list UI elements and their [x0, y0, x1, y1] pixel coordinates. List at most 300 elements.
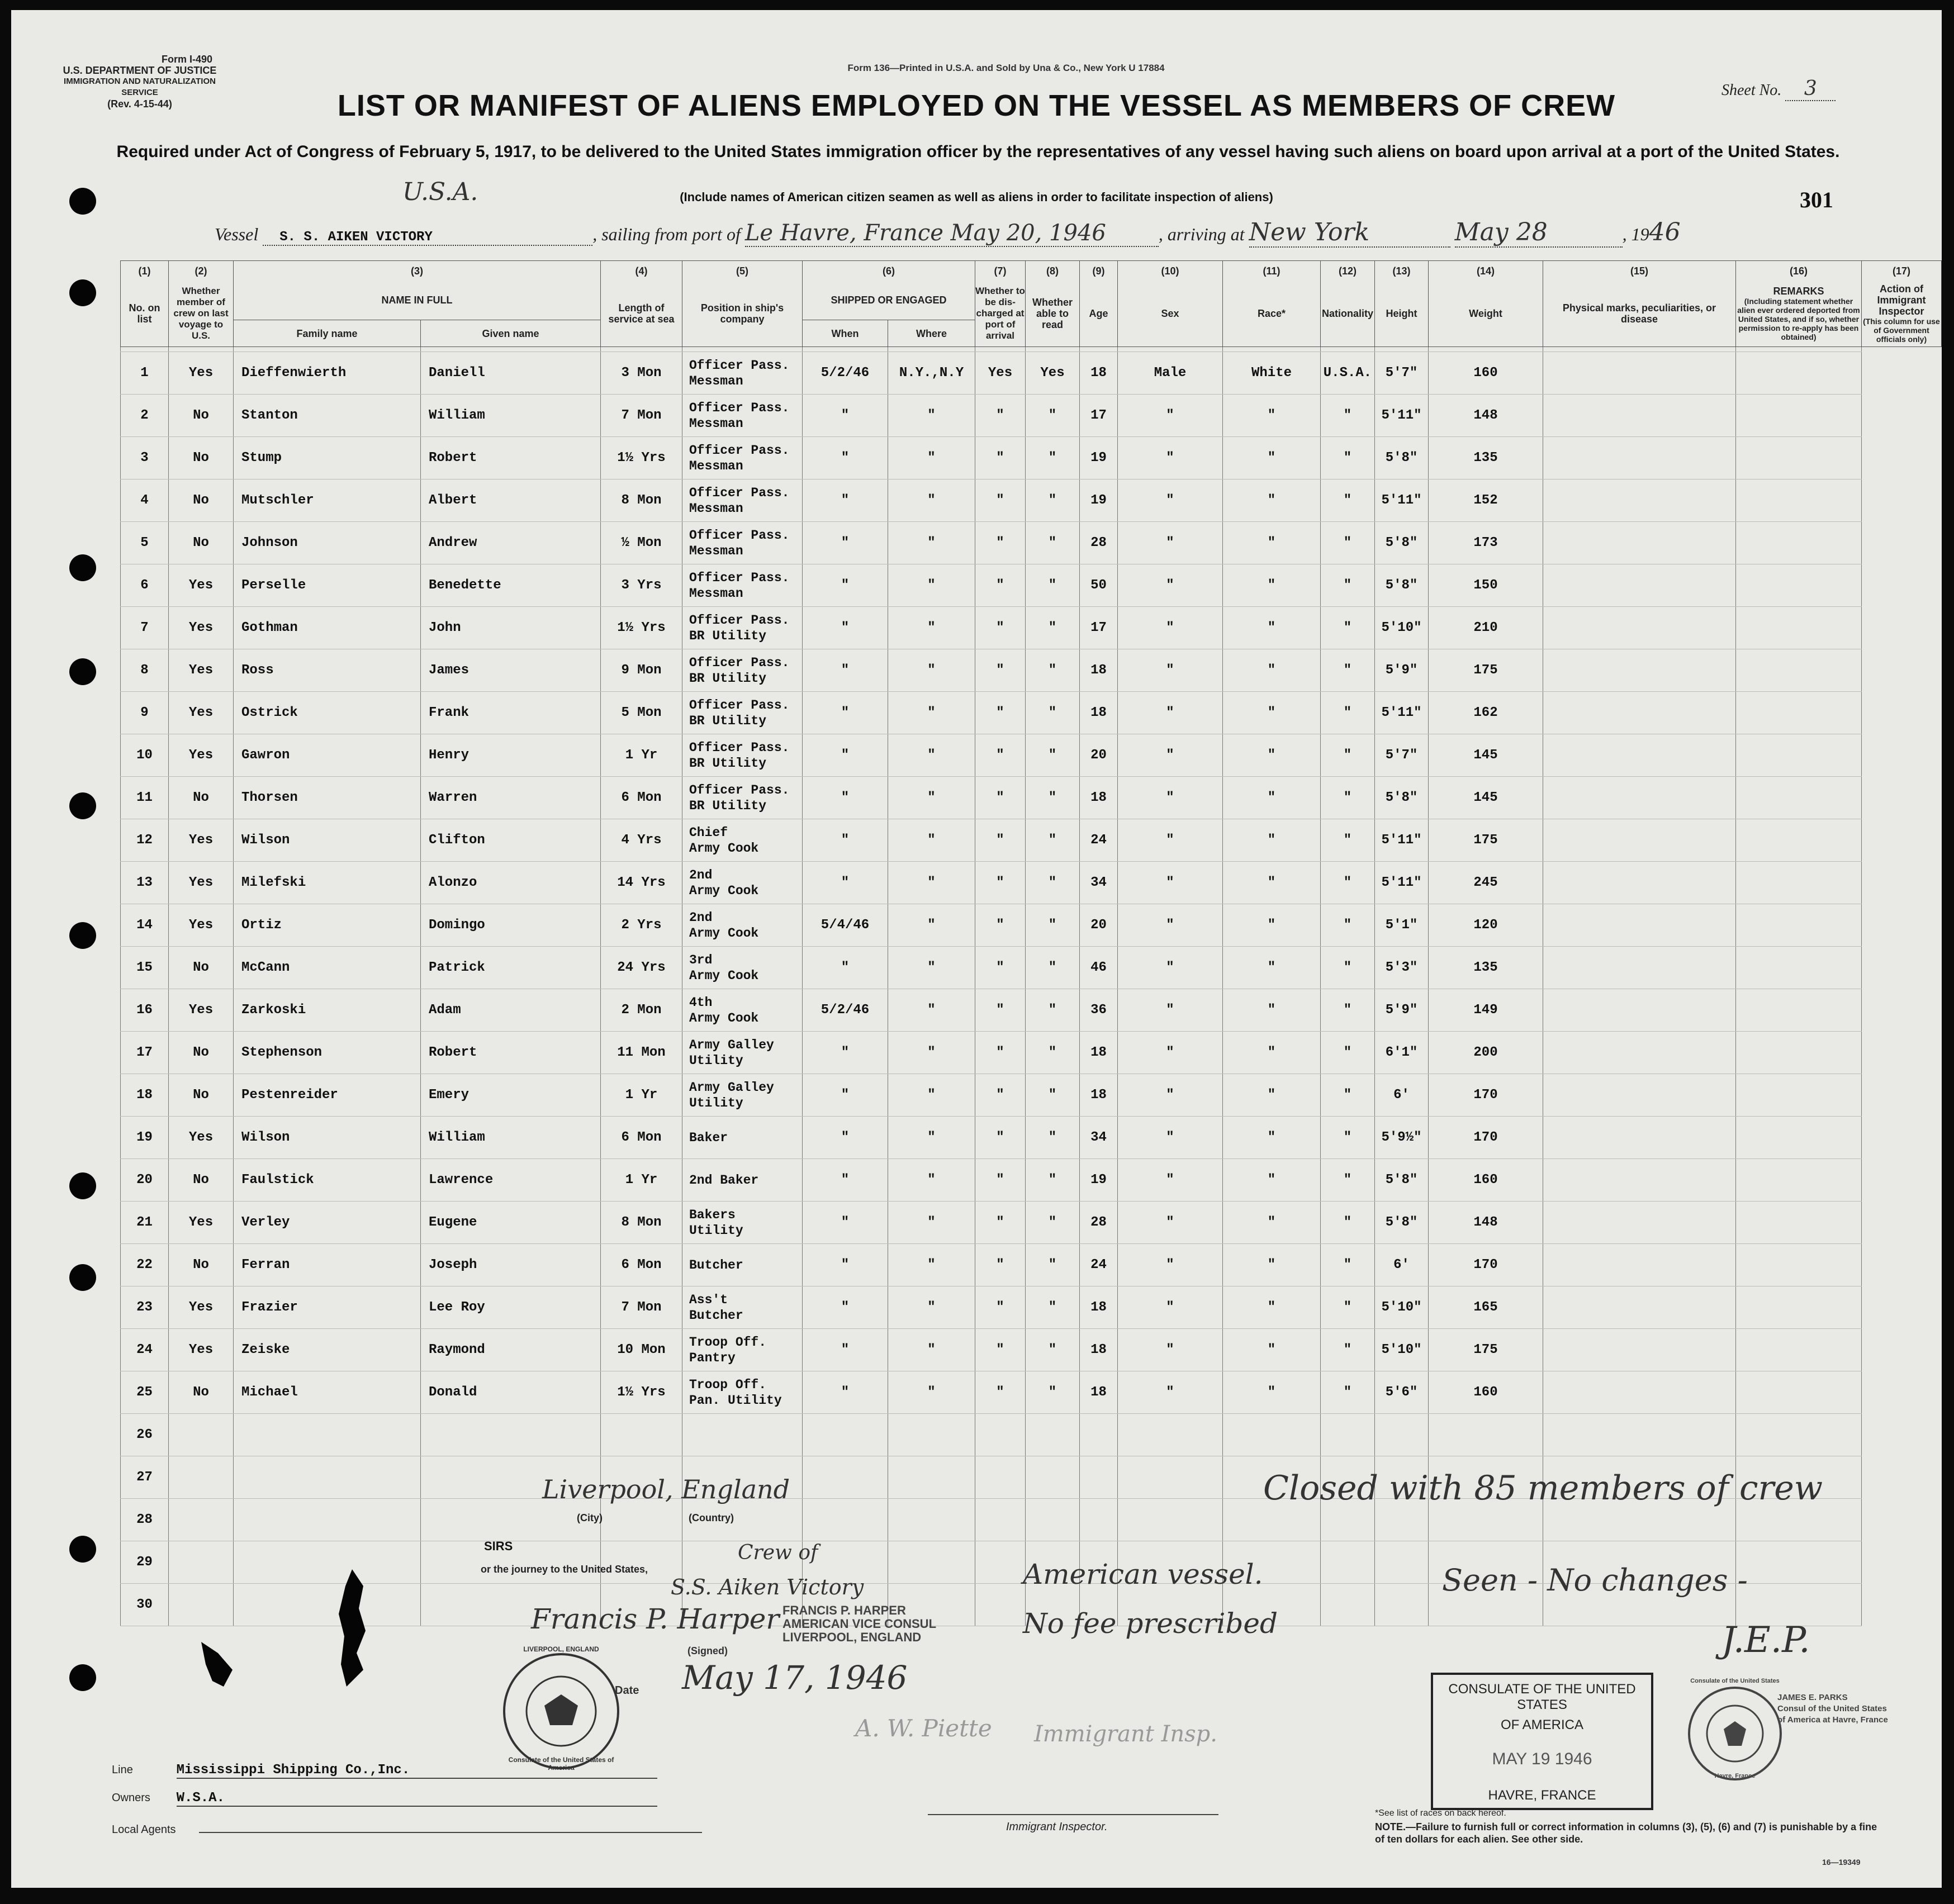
remarks-cell	[1736, 395, 1862, 437]
position-cell	[682, 862, 803, 904]
row-number-cell: 10	[121, 734, 169, 777]
empty-cell	[1429, 1414, 1543, 1456]
shipped-where-cell: "	[888, 989, 975, 1032]
consul-right-block	[1777, 1692, 1888, 1726]
able-to-read-cell: "	[1026, 862, 1080, 904]
nationality-cell: "	[1321, 1244, 1375, 1286]
page-title: LIST OR MANIFEST OF ALIENS EMPLOYED ON THE VESSEL AS MEMBERS OF CREW	[337, 89, 1616, 122]
empty-cell	[1321, 1584, 1375, 1626]
position-cell	[682, 1244, 803, 1286]
service-length-cell: 1 Yr	[601, 1074, 682, 1117]
physical-marks-cell	[1543, 1032, 1736, 1074]
empty-cell	[601, 1499, 682, 1541]
able-to-read-cell: "	[1026, 1286, 1080, 1329]
col17-title: Action of Immigrant Inspector	[1877, 283, 1926, 317]
shipped-where-cell: "	[888, 1159, 975, 1202]
physical-marks-cell	[1543, 1074, 1736, 1117]
last-voyage-cell: Yes	[169, 649, 234, 692]
form-number: 16—19349	[1822, 1858, 1861, 1867]
sex-cell: "	[1118, 1202, 1223, 1244]
punch-hole	[69, 279, 96, 306]
crew-handwritten: Crew of	[738, 1541, 818, 1564]
agents-value-line	[199, 1818, 702, 1833]
position-line2: Army Cook	[689, 1010, 759, 1025]
given-name-cell: James	[421, 649, 601, 692]
remarks-cell	[1736, 352, 1862, 395]
row-number-cell: 5	[121, 522, 169, 564]
able-to-read-cell: "	[1026, 819, 1080, 862]
remarks-cell	[1736, 862, 1862, 904]
discharged-cell: "	[975, 947, 1026, 989]
table-row	[121, 734, 1942, 777]
empty-cell	[1118, 1456, 1223, 1499]
last-voyage-cell: Yes	[169, 862, 234, 904]
empty-cell	[975, 1541, 1026, 1584]
shipped-when-cell: "	[803, 1329, 888, 1371]
position-line1: Officer Pass.	[689, 443, 790, 458]
consulate-date-stamp	[1431, 1673, 1653, 1810]
sheet-label: Sheet No.	[1721, 82, 1782, 99]
empty-cell	[888, 1499, 975, 1541]
height-cell: 5'10"	[1375, 607, 1429, 649]
empty-cell	[803, 1456, 888, 1499]
last-voyage-cell: No	[169, 1159, 234, 1202]
sex-cell: "	[1118, 395, 1223, 437]
height-cell: 5'6"	[1375, 1371, 1429, 1414]
table-row	[121, 649, 1942, 692]
position-line2: Messman	[689, 501, 743, 516]
row-number-cell: 7	[121, 607, 169, 649]
given-name-cell: Lee Roy	[421, 1286, 601, 1329]
position-line2: Pan. Utility	[689, 1393, 782, 1408]
table-row	[121, 819, 1942, 862]
service-length-cell: 8 Mon	[601, 1202, 682, 1244]
empty-cell	[1375, 1541, 1429, 1584]
able-to-read-cell: "	[1026, 989, 1080, 1032]
remarks-cell	[1736, 819, 1862, 862]
punch-hole	[69, 554, 96, 581]
able-to-read-cell: "	[1026, 1159, 1080, 1202]
row-number-cell: 30	[121, 1584, 169, 1626]
shipped-when-cell: "	[803, 1032, 888, 1074]
discharged-cell: "	[975, 395, 1026, 437]
row-number-cell: 26	[121, 1414, 169, 1456]
age-cell: 50	[1080, 564, 1118, 607]
race-cell: "	[1223, 1074, 1321, 1117]
service-length-cell: 2 Yrs	[601, 904, 682, 947]
family-name-cell: Verley	[234, 1202, 421, 1244]
family-name-header: Family name	[234, 320, 421, 347]
col14-number: (14)	[1429, 261, 1543, 281]
row-number-cell: 28	[121, 1499, 169, 1541]
col4-number: (4)	[601, 261, 682, 281]
empty-cell	[888, 1414, 975, 1456]
given-name-cell: Domingo	[421, 904, 601, 947]
when-header: When	[803, 320, 888, 347]
last-voyage-cell: Yes	[169, 734, 234, 777]
sex-cell: "	[1118, 1329, 1223, 1371]
given-name-cell: Benedette	[421, 564, 601, 607]
age-cell: 18	[1080, 649, 1118, 692]
race-cell: "	[1223, 649, 1321, 692]
shipped-when-cell: "	[803, 1117, 888, 1159]
position-cell	[682, 564, 803, 607]
height-cell: 5'9½"	[1375, 1117, 1429, 1159]
consul-right-name: JAMES E. PARKS	[1777, 1693, 1848, 1702]
row-number-cell: 11	[121, 777, 169, 819]
shipped-when-cell: 5/2/46	[803, 352, 888, 395]
position-line1: 3rd	[689, 952, 713, 967]
table-row	[121, 904, 1942, 947]
given-name-cell: Donald	[421, 1371, 601, 1414]
empty-cell	[169, 1456, 234, 1499]
service-length-cell: 5 Mon	[601, 692, 682, 734]
nationality-cell: "	[1321, 1329, 1375, 1371]
last-voyage-cell: Yes	[169, 564, 234, 607]
last-voyage-cell: Yes	[169, 1202, 234, 1244]
date-label: Date	[615, 1684, 639, 1697]
stamp-line1: CONSULATE OF THE UNITED STATES	[1448, 1682, 1636, 1712]
col8-number: (8)	[1026, 261, 1080, 281]
remarks-cell	[1736, 1371, 1862, 1414]
nationality-cell: "	[1321, 607, 1375, 649]
table-row	[121, 1032, 1942, 1074]
discharged-cell: "	[975, 777, 1026, 819]
col5-header: Position in ship's company	[682, 281, 803, 347]
given-name-cell: Robert	[421, 1032, 601, 1074]
shipped-when-cell: "	[803, 862, 888, 904]
sailing-port: Le Havre, France May 20, 1946	[745, 220, 1159, 247]
table-row	[121, 862, 1942, 904]
row-number-cell: 13	[121, 862, 169, 904]
col2-number: (2)	[169, 261, 234, 281]
position-line1: 4th	[689, 995, 713, 1010]
physical-marks-cell	[1543, 564, 1736, 607]
remarks-cell	[1736, 777, 1862, 819]
height-cell: 5'8"	[1375, 1202, 1429, 1244]
able-to-read-cell: "	[1026, 1032, 1080, 1074]
service-length-cell: 1 Yr	[601, 1159, 682, 1202]
service-length-cell: 1½ Yrs	[601, 607, 682, 649]
row-number-cell: 22	[121, 1244, 169, 1286]
note-label: NOTE.	[1375, 1821, 1406, 1832]
consul-title: AMERICAN VICE CONSUL	[782, 1617, 937, 1631]
empty-cell	[1026, 1499, 1080, 1541]
table-row	[121, 395, 1942, 437]
physical-marks-cell	[1543, 1244, 1736, 1286]
position-line1: Officer Pass.	[689, 697, 790, 713]
table-row	[121, 1371, 1942, 1414]
able-to-read-cell: "	[1026, 607, 1080, 649]
col2-header: Whether member of crew on last voyage to U.S.	[169, 281, 234, 347]
shipped-where-cell: "	[888, 1074, 975, 1117]
discharged-cell: "	[975, 692, 1026, 734]
position-line2: Messman	[689, 543, 743, 558]
arriving-label: , arriving at	[1158, 224, 1245, 244]
age-cell: 18	[1080, 1371, 1118, 1414]
height-cell: 5'9"	[1375, 649, 1429, 692]
height-cell: 5'7"	[1375, 352, 1429, 395]
sex-cell: "	[1118, 1117, 1223, 1159]
given-name-cell: Andrew	[421, 522, 601, 564]
able-to-read-cell: "	[1026, 1329, 1080, 1371]
position-cell	[682, 352, 803, 395]
service-length-cell: 1 Yr	[601, 734, 682, 777]
consulate-seal-havre	[1688, 1678, 1782, 1780]
family-name-cell: Ross	[234, 649, 421, 692]
family-name-cell: Stephenson	[234, 1032, 421, 1074]
discharged-cell: "	[975, 437, 1026, 479]
race-cell: "	[1223, 862, 1321, 904]
nationality-cell: "	[1321, 904, 1375, 947]
age-cell: 24	[1080, 1244, 1118, 1286]
physical-marks-cell	[1543, 1202, 1736, 1244]
shipped-where-cell: "	[888, 692, 975, 734]
family-name-cell: Michael	[234, 1371, 421, 1414]
shipped-when-cell: "	[803, 1159, 888, 1202]
family-name-cell: Zarkoski	[234, 989, 421, 1032]
given-name-cell: John	[421, 607, 601, 649]
last-voyage-cell: Yes	[169, 819, 234, 862]
race-cell: "	[1223, 989, 1321, 1032]
last-voyage-cell: Yes	[169, 904, 234, 947]
manifest-sheet	[11, 10, 1942, 1888]
remarks-cell	[1736, 437, 1862, 479]
empty-cell	[682, 1414, 803, 1456]
col1-number: (1)	[121, 261, 169, 281]
weight-cell: 175	[1429, 649, 1543, 692]
discharged-cell: "	[975, 479, 1026, 522]
given-name-cell: Clifton	[421, 819, 601, 862]
consul-right-line3: of America at Havre, France	[1777, 1715, 1888, 1725]
weight-cell: 148	[1429, 1202, 1543, 1244]
given-name-cell: Patrick	[421, 947, 601, 989]
race-cell: "	[1223, 1117, 1321, 1159]
position-line1: Officer Pass.	[689, 485, 790, 500]
able-to-read-cell: "	[1026, 1117, 1080, 1159]
discharged-cell: Yes	[975, 352, 1026, 395]
position-line1: Butcher	[689, 1257, 743, 1273]
last-voyage-cell: No	[169, 1032, 234, 1074]
given-name-cell: Adam	[421, 989, 601, 1032]
shipped-when-cell: "	[803, 947, 888, 989]
row-number-cell: 23	[121, 1286, 169, 1329]
position-cell	[682, 649, 803, 692]
family-name-cell: Wilson	[234, 819, 421, 862]
discharged-cell: "	[975, 819, 1026, 862]
last-voyage-cell: No	[169, 479, 234, 522]
shipped-when-cell: 5/2/46	[803, 989, 888, 1032]
empty-cell	[1026, 1456, 1080, 1499]
last-voyage-cell: Yes	[169, 692, 234, 734]
shipped-where-cell: "	[888, 947, 975, 989]
nationality-cell: "	[1321, 1032, 1375, 1074]
position-line2: BR Utility	[689, 671, 767, 686]
empty-cell	[421, 1499, 601, 1541]
usa-handwritten: U.S.A.	[402, 178, 478, 206]
shipped-where-cell: "	[888, 479, 975, 522]
position-cell	[682, 607, 803, 649]
weight-cell: 135	[1429, 437, 1543, 479]
remarks-cell	[1736, 607, 1862, 649]
position-line2: Army Cook	[689, 841, 759, 856]
last-voyage-cell: Yes	[169, 352, 234, 395]
row-number-cell: 6	[121, 564, 169, 607]
nationality-cell: "	[1321, 989, 1375, 1032]
shipped-where-cell: "	[888, 1329, 975, 1371]
given-name-cell: Lawrence	[421, 1159, 601, 1202]
position-cell	[682, 1117, 803, 1159]
stamp-date: MAY 19 1946	[1492, 1750, 1592, 1768]
col15-number: (15)	[1543, 261, 1736, 281]
shipped-when-cell: "	[803, 777, 888, 819]
line-value: Mississippi Shipping Co.,Inc.	[177, 1763, 657, 1779]
race-cell: "	[1223, 1159, 1321, 1202]
weight-cell: 210	[1429, 607, 1543, 649]
remarks-cell	[1736, 479, 1862, 522]
table-row	[121, 352, 1942, 395]
empty-cell	[975, 1456, 1026, 1499]
last-voyage-cell: No	[169, 947, 234, 989]
physical-marks-cell	[1543, 904, 1736, 947]
col17-subtitle: (This column for use of Government officials only)	[1863, 317, 1940, 344]
shipped-where-cell: "	[888, 1202, 975, 1244]
sex-cell: "	[1118, 989, 1223, 1032]
height-cell: 5'11"	[1375, 819, 1429, 862]
spacer-row	[121, 347, 1942, 352]
shipped-when-cell: "	[803, 649, 888, 692]
sheet-no-value: 3	[1785, 77, 1836, 101]
race-cell: "	[1223, 437, 1321, 479]
nationality-cell: "	[1321, 862, 1375, 904]
sex-cell: "	[1118, 904, 1223, 947]
race-cell: "	[1223, 564, 1321, 607]
position-line2: Butcher	[689, 1308, 743, 1323]
position-line2: BR Utility	[689, 628, 767, 643]
shipped-when-cell: "	[803, 437, 888, 479]
physical-marks-cell	[1543, 862, 1736, 904]
shipped-when-cell: "	[803, 395, 888, 437]
shipped-where-cell: "	[888, 522, 975, 564]
physical-marks-cell	[1543, 522, 1736, 564]
physical-marks-cell	[1543, 947, 1736, 989]
last-voyage-cell: No	[169, 777, 234, 819]
weight-cell: 175	[1429, 819, 1543, 862]
table-row	[121, 1159, 1942, 1202]
position-line1: 2nd	[689, 910, 713, 925]
weight-cell: 162	[1429, 692, 1543, 734]
position-cell	[682, 1329, 803, 1371]
position-line2: Messman	[689, 586, 743, 601]
nationality-cell: "	[1321, 947, 1375, 989]
col7-number: (7)	[975, 261, 1026, 281]
height-cell: 6'1"	[1375, 1032, 1429, 1074]
empty-cell	[1080, 1499, 1118, 1541]
table-row-empty	[121, 1414, 1942, 1456]
race-cell: "	[1223, 777, 1321, 819]
able-to-read-cell: "	[1026, 947, 1080, 989]
line-field	[112, 1763, 727, 1779]
height-cell: 5'9"	[1375, 989, 1429, 1032]
revision-line: (Rev. 4-15-44)	[107, 98, 172, 110]
col13-header: Height	[1375, 281, 1429, 347]
nationality-cell: "	[1321, 734, 1375, 777]
sex-cell: "	[1118, 734, 1223, 777]
remarks-cell	[1736, 1202, 1862, 1244]
age-cell: 18	[1080, 692, 1118, 734]
race-note: *See list of races on back hereof.	[1375, 1808, 1506, 1818]
row-number-cell: 2	[121, 395, 169, 437]
last-voyage-cell: No	[169, 437, 234, 479]
given-name-cell: William	[421, 1117, 601, 1159]
given-name-header: Given name	[421, 320, 601, 347]
nationality-cell: U.S.A.	[1321, 352, 1375, 395]
empty-cell	[888, 1456, 975, 1499]
position-cell	[682, 522, 803, 564]
discharged-cell: "	[975, 607, 1026, 649]
position-line1: Officer Pass.	[689, 358, 790, 373]
discharged-cell: "	[975, 734, 1026, 777]
given-name-cell: Daniell	[421, 352, 601, 395]
able-to-read-cell: "	[1026, 522, 1080, 564]
last-voyage-cell: Yes	[169, 1286, 234, 1329]
position-cell	[682, 1159, 803, 1202]
able-to-read-cell: "	[1026, 692, 1080, 734]
discharged-cell: "	[975, 1202, 1026, 1244]
empty-cell	[1736, 1414, 1862, 1456]
shipped-where-cell: "	[888, 564, 975, 607]
weight-cell: 200	[1429, 1032, 1543, 1074]
given-name-cell: Emery	[421, 1074, 601, 1117]
row-number-cell: 16	[121, 989, 169, 1032]
weight-cell: 175	[1429, 1329, 1543, 1371]
discharged-cell: "	[975, 1074, 1026, 1117]
race-cell: "	[1223, 479, 1321, 522]
discharged-cell: "	[975, 1117, 1026, 1159]
seal-ring-text: Consulate of the United States of America	[508, 1756, 614, 1772]
family-name-cell: Zeiske	[234, 1329, 421, 1371]
height-cell: 5'10"	[1375, 1286, 1429, 1329]
race-cell: "	[1223, 1286, 1321, 1329]
family-name-cell: Mutschler	[234, 479, 421, 522]
col4-header: Length of service at sea	[601, 281, 682, 347]
given-name-cell: Raymond	[421, 1329, 601, 1371]
age-cell: 18	[1080, 1032, 1118, 1074]
remarks-cell	[1736, 1286, 1862, 1329]
given-name-cell: Albert	[421, 479, 601, 522]
empty-cell	[1543, 1414, 1736, 1456]
position-line1: Officer Pass.	[689, 612, 790, 628]
nationality-cell: "	[1321, 479, 1375, 522]
race-cell: "	[1223, 734, 1321, 777]
position-cell	[682, 904, 803, 947]
physical-marks-cell	[1543, 479, 1736, 522]
last-voyage-cell: No	[169, 1244, 234, 1286]
empty-cell	[1321, 1414, 1375, 1456]
shipped-when-cell: "	[803, 1286, 888, 1329]
race-cell: "	[1223, 1329, 1321, 1371]
voyage-line	[215, 218, 1836, 249]
col1-header: No. on list	[121, 281, 169, 347]
height-cell: 5'8"	[1375, 777, 1429, 819]
sex-cell: "	[1118, 479, 1223, 522]
age-cell: 34	[1080, 1117, 1118, 1159]
able-to-read-cell: "	[1026, 1244, 1080, 1286]
physical-marks-cell	[1543, 989, 1736, 1032]
service-line: IMMIGRATION AND NATURALIZATION SERVICE	[64, 77, 216, 97]
consul-signature: Francis P. Harper	[531, 1603, 780, 1635]
sex-cell: "	[1118, 777, 1223, 819]
